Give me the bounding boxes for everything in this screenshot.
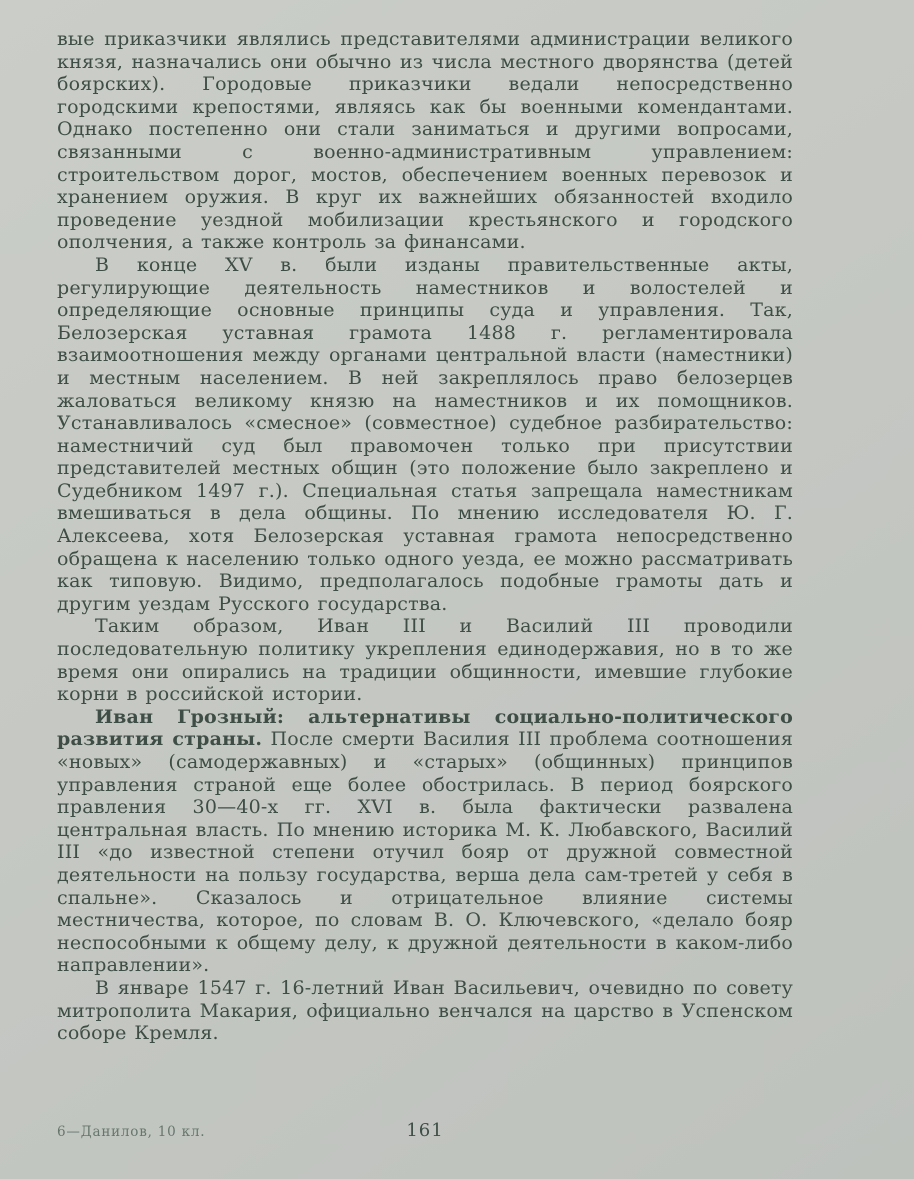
print-signature: 6—Данилов, 10 кл. [57, 1124, 206, 1140]
section-heading: Иван Грозный: альтернативы социально-политического развития страны. [57, 705, 793, 751]
paragraph [57, 706, 793, 977]
text-block [57, 28, 793, 1045]
paragraph-text: После смерти Василия III проблема соотношения «новых» (самодержавных) и «старых» (общинных) принципов управления страной еще более обострилась. В период боярского правления 30—40-х гг. XVI в. была фактически развалена центральная власть. По мнению историка М. К. Любавского, Василий III «до известной степени отучил бояр от дружной совместной деятельности на пользу государства, верша дела сам-третей у себя в спальне». Сказалось и отрицательное влияние системы местничества, которое, по словам В. О. Ключевского, «делало бояр неспособными к общему делу, к дружной деятельности в каком-либо направлении». [57, 728, 793, 977]
paragraph: В конце XV в. были изданы правительственные акты, регулирующие деятельность наместников и волостелей и определяющие основные принципы суда и управления. Так, Белозерская уставная грамота 1488 г. регламентировала взаимоотношения между органами центральной власти (наместники) и местным населением. В ней закреплялось право белозерцев жаловаться великому князю на наместников и их помощников. Устанавливалось «смесное» (совместное) судебное разбирательство: наместничий суд был правомочен только при присутствии представителей местных общин (это положение было закреплено и Судебником 1497 г.). Специальная статья запрещала наместникам вмешиваться в дела общины. По мнению исследователя Ю. Г. Алексеева, хотя Белозерская уставная грамота непосредственно обращена к населению только одного уезда, ее можно рассматривать как типовую. Видимо, предполагалось подобные грамоты дать и другим уездам Русского государства. [57, 253, 793, 615]
page-number: 161 [406, 1120, 444, 1141]
paragraph: Таким образом, Иван III и Василий III проводили последовательную политику укрепления единодержавия, но в то же время они опирались на традиции общинности, имевшие глубокие корни в российской истории. [57, 615, 793, 706]
paragraph: В январе 1547 г. 16-летний Иван Васильевич, очевидно по совету митрополита Макария, официально венчался на царство в Успенском соборе Кремля. [57, 976, 793, 1045]
page-footer [57, 1120, 793, 1144]
paragraph: вые приказчики являлись представителями администрации великого князя, назначались они обычно из числа местного дворянства (детей боярских). Городовые приказчики ведали непосредственно городскими крепостями, являясь как бы военными комендантами. Однако постепенно они стали заниматься и другими вопросами, связанными с военно-административным управлением: строительством дорог, мостов, обеспечением военных перевозок и хранением оружия. В круг их важнейших обязанностей входило проведение уездной мобилизации крестьянского и городского ополчения, а также контроль за финансами. [57, 28, 793, 254]
